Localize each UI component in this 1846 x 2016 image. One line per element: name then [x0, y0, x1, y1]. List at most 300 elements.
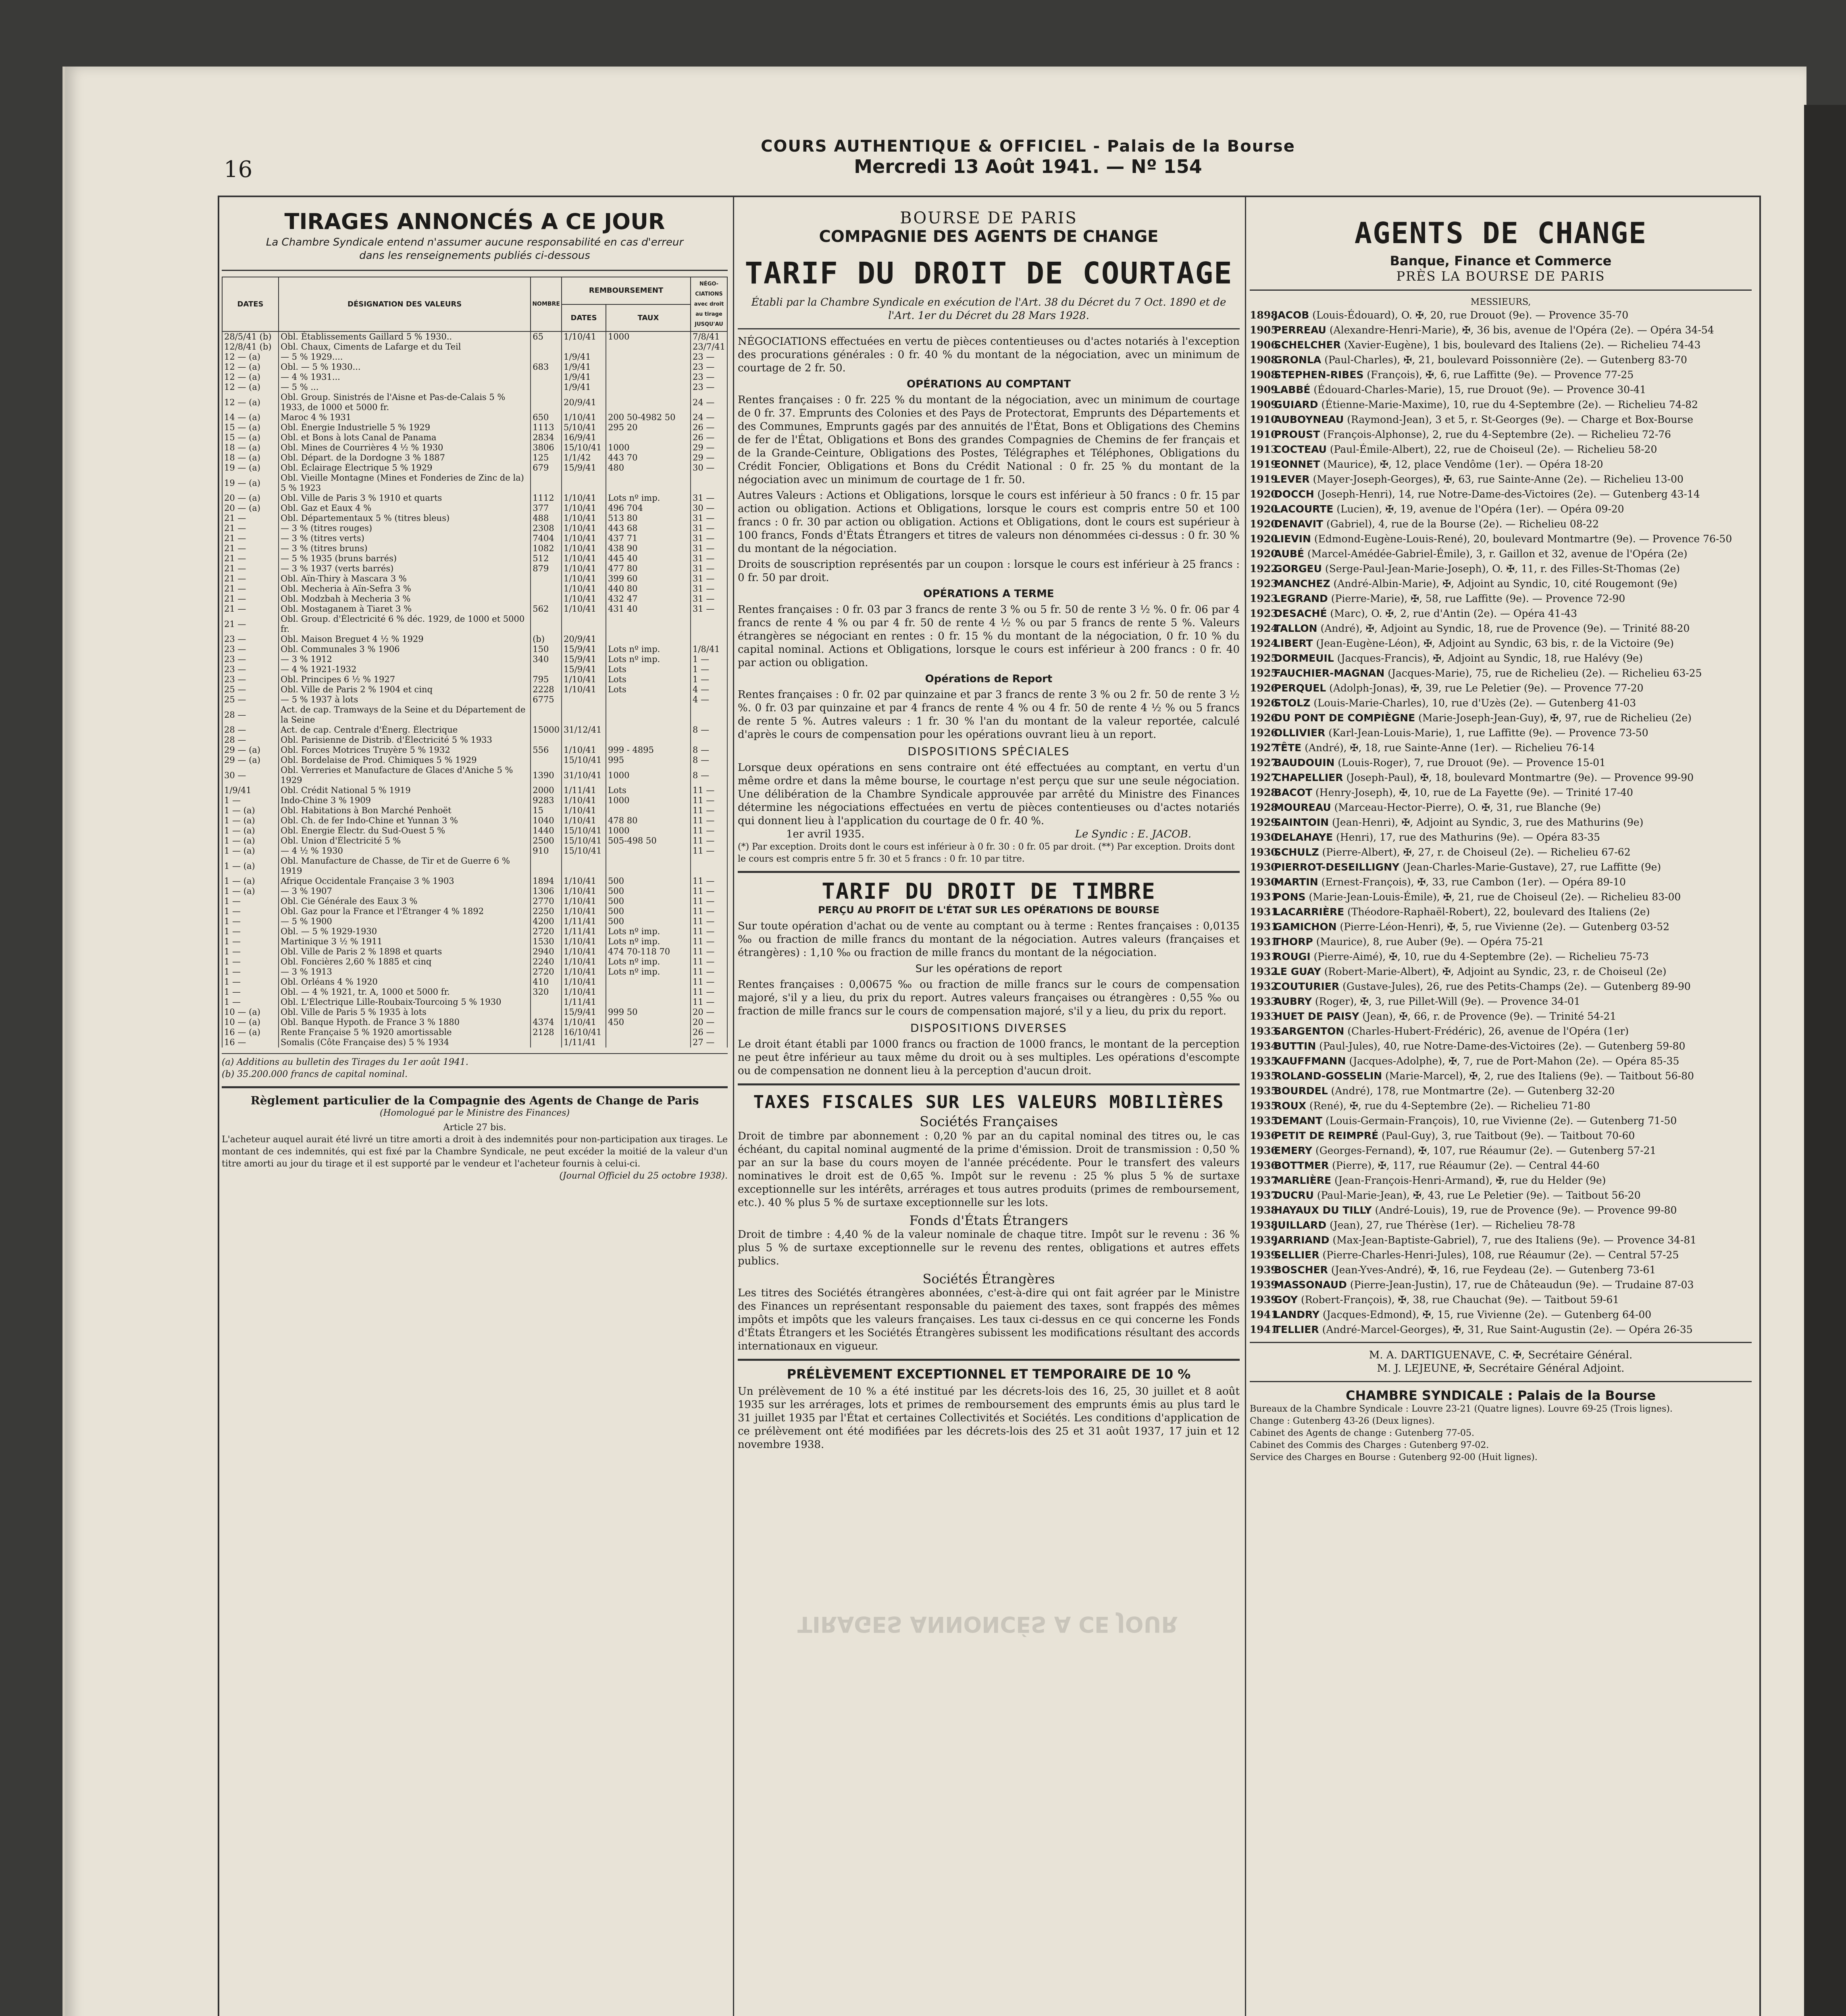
- table-row: [222, 392, 727, 412]
- agent-name: LACOURTE: [1274, 503, 1334, 515]
- row-date: 1 —: [222, 997, 279, 1007]
- row-date: 29 — (a): [222, 745, 279, 755]
- row-negociation: 31 —: [691, 513, 727, 523]
- agent-entry: [1250, 353, 1752, 367]
- row-negociation: 11 —: [691, 826, 727, 836]
- agent-entry: [1250, 681, 1752, 695]
- row-taux: 450: [606, 1017, 691, 1027]
- row-designation: Obl. Banque Hypoth. de France 3 % 1880: [279, 1017, 531, 1027]
- row-nombre: [531, 342, 562, 352]
- agent-details: (Paul-Marie-Jean), ✠, 43, rue Le Peletier (9e). — Taitbout 56-20: [1317, 1189, 1641, 1201]
- row-date: 10 — (a): [222, 1007, 279, 1017]
- agent-details: (Maurice), 8, rue Auber (9e). — Opéra 75-21: [1316, 936, 1544, 948]
- row-taux: Lots: [606, 664, 691, 675]
- row-date: 1 — (a): [222, 886, 279, 896]
- row-negociation: 4 —: [691, 685, 727, 695]
- row-designation: Martinique 3 ½ % 1911: [279, 937, 531, 947]
- row-date: 20 — (a): [222, 493, 279, 503]
- reglement-source: (Journal Officiel du 25 octobre 1938).: [559, 1171, 728, 1181]
- agent-name: LE GUAY: [1274, 966, 1321, 977]
- row-remb-date: 31/12/41: [562, 725, 606, 735]
- courtage-exceptions: (*) Par exception. Droits dont le cours est inférieur à 0 fr. 30 : 0 fr. 05 par droit. (**) Par exception. Droits dont le cours est compris entre 5 fr. 30 et 5 francs : 0 fr. 10 par titre.: [738, 842, 1235, 864]
- row-nombre: [531, 614, 562, 634]
- row-date: 1 —: [222, 937, 279, 947]
- agent-year: 1923: [1250, 608, 1278, 619]
- agent-entry: [1250, 562, 1752, 575]
- row-taux: Lots nº imp.: [606, 493, 691, 503]
- table-row: [222, 1037, 727, 1048]
- row-negociation: 7/8/41: [691, 331, 727, 342]
- agent-year: 1926: [1250, 727, 1278, 739]
- row-nombre: 1894: [531, 876, 562, 886]
- row-negociation: 11 —: [691, 967, 727, 977]
- chambre-lines: [1250, 1403, 1752, 1464]
- row-remb-date: 1/10/41: [562, 584, 606, 594]
- row-nombre: [531, 755, 562, 765]
- agent-name: EONNET: [1274, 458, 1320, 470]
- table-row: [222, 644, 727, 654]
- row-nombre: (b): [531, 634, 562, 644]
- row-remb-date: 1/10/41: [562, 977, 606, 987]
- row-taux: Lots: [606, 685, 691, 695]
- row-negociation: 31 —: [691, 493, 727, 503]
- row-nombre: 6775: [531, 695, 562, 705]
- col-header-designation: DÉSIGNATION DES VALEURS: [279, 277, 531, 331]
- row-remb-date: 1/10/41: [562, 675, 606, 685]
- agent-year: 1905: [1250, 324, 1278, 336]
- row-negociation: 11 —: [691, 846, 727, 856]
- agent-name: LEVER: [1274, 473, 1310, 485]
- row-designation: Obl. Aïn-Thiry à Mascara 3 %: [279, 574, 531, 584]
- row-date: 21 —: [222, 574, 279, 584]
- agent-details: (Pierre-Jean-Justin), 17, rue de Châteaudun (9e). — Trudaine 87-03: [1350, 1279, 1694, 1291]
- agent-year: 1913: [1250, 444, 1278, 455]
- agent-name: PROUST: [1274, 429, 1320, 440]
- row-negociation: 11 —: [691, 886, 727, 896]
- table-row: [222, 423, 727, 433]
- agent-name: LEGRAND: [1274, 593, 1328, 604]
- agent-year: 1922: [1250, 563, 1278, 575]
- agent-year: 1920: [1250, 518, 1278, 530]
- row-taux: 480: [606, 463, 691, 473]
- row-date: 15 — (a): [222, 433, 279, 443]
- agent-year: 1909: [1250, 399, 1278, 410]
- row-taux: 399 60: [606, 574, 691, 584]
- row-taux: 445 40: [606, 554, 691, 564]
- row-designation: Obl. L'Électrique Lille-Roubaix-Tourcoing 5 % 1930: [279, 997, 531, 1007]
- row-date: 28/5/41 (b): [222, 331, 279, 342]
- agent-name: TELLIER: [1274, 1324, 1319, 1335]
- row-remb-date: 1/1/42: [562, 453, 606, 463]
- table-row: [222, 836, 727, 846]
- row-nombre: 340: [531, 654, 562, 664]
- agent-details: (Adolph-Jonas), ✠, 39, rue Le Peletier (9e). — Provence 77-20: [1329, 682, 1644, 694]
- agent-details: (Jean), 27, rue Thérèse (1er). — Richelieu 78-78: [1330, 1219, 1575, 1231]
- row-designation: Obl. Mostaganem à Tiaret 3 %: [279, 604, 531, 614]
- row-negociation: 1 —: [691, 654, 727, 664]
- row-remb-date: 1/9/41: [562, 362, 606, 372]
- agent-details: (Louis-Édouard), O. ✠, 20, rue Drouot (9e). — Provence 35-70: [1312, 309, 1629, 321]
- row-designation: — 3 % 1907: [279, 886, 531, 896]
- syndic-signature: Le Syndic : E. JACOB.: [1075, 828, 1191, 840]
- agent-details: (Édouard-Charles-Marie), 15, rue Drouot (9e). — Provence 30-41: [1313, 384, 1646, 396]
- agent-entry: [1250, 1084, 1752, 1098]
- agent-entry: [1250, 1159, 1752, 1172]
- agent-details: (Xavier-Eugène), 1 bis, boulevard des Italiens (2e). — Richelieu 74-43: [1344, 339, 1701, 351]
- row-designation: Obl. Mines de Courrières 4 ½ % 1930: [279, 443, 531, 453]
- row-date: 19 — (a): [222, 463, 279, 473]
- row-negociation: 31 —: [691, 584, 727, 594]
- row-negociation: [691, 735, 727, 745]
- row-designation: Obl. Orléans 4 % 1920: [279, 977, 531, 987]
- table-row: [222, 695, 727, 705]
- table-row: [222, 997, 727, 1007]
- courtage-intro: Établi par la Chambre Syndicale en exécution de l'Art. 38 du Décret du 7 Oct. 1890 et de l'Art. 1er du Décret du 28 Mars 1928.: [751, 296, 1226, 322]
- row-negociation: 11 —: [691, 957, 727, 967]
- ops-comptant-head: OPÉRATIONS AU COMPTANT: [906, 378, 1071, 390]
- table-row: [222, 473, 727, 493]
- row-negociation: 26 —: [691, 423, 727, 433]
- agent-entry: [1250, 323, 1752, 337]
- row-nombre: 377: [531, 503, 562, 513]
- table-row: [222, 564, 727, 574]
- row-nombre: 512: [531, 554, 562, 564]
- row-taux: [606, 614, 691, 634]
- row-designation: Obl. Forces Motrices Truyère 5 % 1932: [279, 745, 531, 755]
- agents-sub1: Banque, Finance et Commerce: [1390, 253, 1612, 269]
- agents-list: [1250, 308, 1752, 1336]
- masthead-line2: Mercredi 13 Août 1941. — Nº 154: [854, 156, 1202, 177]
- row-nombre: [531, 664, 562, 675]
- col-header-remboursement: REMBOURSEMENT: [562, 277, 691, 304]
- agent-year: 1920: [1250, 533, 1278, 545]
- row-nombre: 410: [531, 977, 562, 987]
- divider: [738, 871, 1240, 873]
- row-negociation: [691, 614, 727, 634]
- agent-details: (Gustave-Jules), 26, rue des Petits-Champs (2e). — Gutenberg 89-90: [1342, 981, 1691, 992]
- agent-year: 1925: [1250, 652, 1278, 664]
- agent-name: GRONLA: [1274, 354, 1322, 366]
- row-nombre: 1040: [531, 816, 562, 826]
- row-date: 21 —: [222, 533, 279, 544]
- row-designation: Obl. Group. Sinistrés de l'Aisne et Pas-de-Calais 5 % 1933, de 1000 et 5000 fr.: [279, 392, 531, 412]
- row-negociation: 31 —: [691, 604, 727, 614]
- row-nombre: 15: [531, 806, 562, 816]
- row-negociation: 23 —: [691, 382, 727, 392]
- row-date: 21 —: [222, 564, 279, 574]
- row-nombre: 1440: [531, 826, 562, 836]
- agent-details: (Raymond-Jean), 3 et 5, r. St-Georges (9e). — Charge et Box-Bourse: [1347, 414, 1693, 425]
- agent-year: 1935: [1250, 1070, 1278, 1082]
- agent-entry: [1250, 383, 1752, 396]
- agent-entry: [1250, 860, 1752, 874]
- agent-name: PETIT DE REIMPRÉ: [1274, 1130, 1379, 1141]
- agent-details: (Jacques-Marie), 75, rue de Richelieu (2e). — Richelieu 63-25: [1388, 667, 1702, 679]
- societes-etrangeres-text: Les titres des Sociétés étrangères abonnées, c'est-à-dire qui ont fait agréer par le Ministre des Finances un représentant responsable du paiement des taxes, sont frappés des mêmes impôts et impôts que les valeurs françaises. Les taux ci-dessus en ce qui concerne les Fonds d'États Étrangers et les Sociétés Étrangères subissent les modifications résultant des accords internationaux en vigueur.: [738, 1287, 1240, 1352]
- row-remb-date: 1/11/41: [562, 785, 606, 796]
- table-row: [222, 1007, 727, 1017]
- row-designation: Obl. Ville de Paris 2 % 1898 et quarts: [279, 947, 531, 957]
- row-designation: Obl. Ville de Paris 3 % 1910 et quarts: [279, 493, 531, 503]
- divider: [738, 1083, 1240, 1085]
- row-date: 12 — (a): [222, 392, 279, 412]
- agent-details: (Serge-Paul-Jean-Marie-Joseph), O. ✠, 11, r. des Filles-St-Thomas (2e): [1325, 563, 1680, 575]
- agent-entry: [1250, 1129, 1752, 1142]
- row-negociation: 26 —: [691, 433, 727, 443]
- row-taux: [606, 856, 691, 876]
- agent-entry: [1250, 308, 1752, 322]
- agent-entry: [1250, 965, 1752, 978]
- row-nombre: 879: [531, 564, 562, 574]
- row-taux: [606, 997, 691, 1007]
- agent-year: 1930: [1250, 876, 1278, 888]
- row-remb-date: 1/10/41: [562, 574, 606, 584]
- table-row: [222, 503, 727, 513]
- row-nombre: 2720: [531, 967, 562, 977]
- row-taux: [606, 433, 691, 443]
- table-row: [222, 675, 727, 685]
- row-remb-date: 1/10/41: [562, 886, 606, 896]
- agent-details: (Edmond-Eugène-Louis-René), 20, boulevard Montmartre (9e). — Provence 76-50: [1314, 533, 1732, 545]
- row-negociation: 4 —: [691, 695, 727, 705]
- row-designation: — 5 % 1937 à lots: [279, 695, 531, 705]
- agent-entry: [1250, 1069, 1752, 1083]
- row-taux: [606, 352, 691, 362]
- row-remb-date: 1/10/41: [562, 594, 606, 604]
- row-taux: 438 90: [606, 544, 691, 554]
- row-remb-date: 1/10/41: [562, 412, 606, 423]
- agent-entry: [1250, 831, 1752, 844]
- row-nombre: 1306: [531, 886, 562, 896]
- fonds-etats-head: Fonds d'États Étrangers: [909, 1213, 1068, 1228]
- agent-entry: [1250, 1174, 1752, 1187]
- courtage-title: TARIF DU DROIT DE COURTAGE: [745, 256, 1233, 291]
- chambre-line: Change : Gutenberg 43-26 (Deux lignes).: [1250, 1416, 1435, 1426]
- row-negociation: 11 —: [691, 977, 727, 987]
- row-remb-date: [562, 705, 606, 725]
- row-remb-date: 15/9/41: [562, 463, 606, 473]
- row-designation: Obl. — 5 % 1929-1930: [279, 927, 531, 937]
- comptant-text: Rentes françaises : 0 fr. 225 % du montant de la négociation, avec un minimum de courtage de 0 fr. 37. Emprunts des Colonies et des Pays de Protectorat, Emprunts des Départements et des Communes, Emprunts gagés par des annuités de l'État, Bons et Obligations des Chemins de fer de l'État, Obligations et Bons des grandes Compagnies de Chemins de fer français et de la Grande-Ceinture, Obligations des Postes, Télégraphes et Téléphones, Obligations du Crédit Foncier, Obligations et Bons du Crédit National : 0 fr. 25 % du montant de la négociation avec un minimum de courtage de 1 fr. 50.: [738, 394, 1240, 486]
- row-nombre: 2128: [531, 1027, 562, 1037]
- row-date: 12 — (a): [222, 352, 279, 362]
- agent-name: BAUDOUIN: [1274, 757, 1335, 768]
- agent-name: STEPHEN-RIBES: [1274, 369, 1364, 381]
- agent-details: (Marie-Marcel), ✠, 2, rue des Italiens (9e). — Taitbout 56-80: [1385, 1070, 1694, 1082]
- table-row: [222, 705, 727, 725]
- agent-year: 1934: [1250, 1040, 1278, 1052]
- agent-year: 1920: [1250, 488, 1278, 500]
- agent-entry: [1250, 1308, 1752, 1321]
- agent-details: (Karl-Jean-Louis-Marie), 1, rue Laffitte (9e). — Provence 73-50: [1328, 727, 1648, 739]
- divider: [738, 1359, 1240, 1361]
- row-nombre: [531, 1037, 562, 1048]
- agent-entry: [1250, 443, 1752, 456]
- bleed-through-text: TIRAGES ANNONCÉS A CE JOUR: [797, 1612, 1178, 1637]
- row-date: 12 — (a): [222, 372, 279, 382]
- agent-entry: [1250, 473, 1752, 486]
- row-nombre: 7404: [531, 533, 562, 544]
- row-date: 1 —: [222, 947, 279, 957]
- row-remb-date: 15/9/41: [562, 644, 606, 654]
- tirages-table: [222, 277, 728, 1048]
- societes-francaises-head: Sociétés Françaises: [919, 1114, 1058, 1130]
- row-designation: — 3 % (titres bruns): [279, 544, 531, 554]
- row-negociation: 11 —: [691, 947, 727, 957]
- row-nombre: 2500: [531, 836, 562, 846]
- row-remb-date: 1/10/41: [562, 957, 606, 967]
- row-date: 16 — (a): [222, 1027, 279, 1037]
- agent-details: (Max-Jean-Baptiste-Gabriel), 7, rue des Italiens (9e). — Provence 34-81: [1332, 1234, 1697, 1246]
- row-designation: Obl. Communales 3 % 1906: [279, 644, 531, 654]
- agent-year: 1930: [1250, 846, 1278, 858]
- row-negociation: [691, 856, 727, 876]
- agent-year: 1927: [1250, 742, 1278, 754]
- table-row: [222, 927, 727, 937]
- table-row: [222, 685, 727, 695]
- agent-name: GOY: [1274, 1294, 1298, 1306]
- row-remb-date: 15/10/41: [562, 826, 606, 836]
- row-designation: Somalis (Côte Française des) 5 % 1934: [279, 1037, 531, 1048]
- chambre-line: Bureaux de la Chambre Syndicale : Louvre 23-21 (Quatre lignes). Louvre 69-25 (Trois lignes).: [1250, 1404, 1673, 1414]
- row-negociation: 8 —: [691, 725, 727, 735]
- agent-entry: [1250, 1144, 1752, 1157]
- agent-name: DU PONT DE COMPIÈGNE: [1274, 712, 1415, 724]
- row-designation: Obl. Mecheria à Aïn-Sefra 3 %: [279, 584, 531, 594]
- courtage-column: [738, 197, 1240, 2016]
- table-row: [222, 765, 727, 785]
- note-b: (b) 35.200.000 francs de capital nominal.: [222, 1069, 408, 1079]
- agent-name: AUBRY: [1274, 996, 1312, 1007]
- row-negociation: 31 —: [691, 594, 727, 604]
- table-row: [222, 331, 727, 342]
- agent-entry: [1250, 1054, 1752, 1068]
- row-designation: Act. de cap. Tramways de la Seine et du Département de la Seine: [279, 705, 531, 725]
- row-designation: Obl. Verreries et Manufacture de Glaces d'Aniche 5 % 1929: [279, 765, 531, 785]
- prelevement-text: Un prélèvement de 10 % a été institué par les décrets-lois des 16, 25, 30 juillet et 8 août 1935 sur les arrérages, lots et primes de remboursement des emprunts émis au plus tard le 31 juillet 1935 par l'État et certaines Collectivités et Sociétés. Les conditions d'application de ce prélèvement ont été modifiées par les décrets-lois des 25 et 31 août 1937, 17 juin et 12 novembre 1938.: [738, 1385, 1240, 1451]
- agent-year: 1910: [1250, 429, 1278, 440]
- row-negociation: 29 —: [691, 443, 727, 453]
- secretaire-general: M. A. DARTIGUENAVE, C. ✠, Secrétaire Général.: [1369, 1349, 1633, 1361]
- row-negociation: 11 —: [691, 816, 727, 826]
- row-remb-date: 1/10/41: [562, 896, 606, 906]
- row-remb-date: 15/10/41: [562, 846, 606, 856]
- col-header-dates: DATES: [222, 277, 279, 331]
- row-taux: 443 68: [606, 523, 691, 533]
- col-header-negociations: NÉGO-CIATIONS avec droit au tirage JUSQU'AU: [691, 277, 727, 331]
- row-taux: Lots nº imp.: [606, 927, 691, 937]
- agent-year: 1937: [1250, 1175, 1278, 1186]
- divider: [222, 270, 728, 271]
- agent-year: 1936: [1250, 1145, 1278, 1156]
- agent-name: JACOB: [1274, 309, 1309, 321]
- agent-details: (Gabriel), 4, rue de la Bourse (2e). — Richelieu 08-22: [1326, 518, 1599, 530]
- dispositions-text: Lorsque deux opérations en sens contraire ont été effectuées au comptant, en vertu d'un même ordre et dans la même bourse, le courtage n'est perçu que sur une seule négociation. Une délibération de la Chambre Syndicale approuvée par arrêté du Ministre des Finances détermine les négociations effectuées en vertu de pièces contentieuses ou d'actes notariés qui donnent lieu à l'application du courtage de 0 fr. 40 %.: [738, 762, 1240, 827]
- row-remb-date: 1/10/41: [562, 685, 606, 695]
- row-designation: Obl. Union d'Électricité 5 %: [279, 836, 531, 846]
- table-row: [222, 796, 727, 806]
- agent-details: (Paul-Jules), 40, rue Notre-Dame-des-Victoires (2e). — Gutenberg 59-80: [1319, 1040, 1686, 1052]
- row-nombre: 9283: [531, 796, 562, 806]
- row-designation: — 5 % 1935 (bruns barrés): [279, 554, 531, 564]
- agent-name: AUBOYNEAU: [1274, 414, 1344, 425]
- tirages-title: TIRAGES ANNONCÉS A CE JOUR: [284, 209, 665, 234]
- col-header-remb-dates: DATES: [562, 304, 606, 332]
- row-negociation: 20 —: [691, 1007, 727, 1017]
- report-text: Rentes françaises : 0 fr. 02 par quinzaine et par 3 francs de rente 3 % ou 2 fr. 50 de rente 3 ½ %. 0 fr. 03 par quinzaine et par 4 francs de rente 4 % ou 4 fr. 50 de rente 4 ½ % ou 5 francs de rente 5 %. Autres valeurs : 1 fr. 30 % l'an du montant de la valeur reportée, calculé d'après le cours de compensation pour les opérations ouvrant lieu à un report.: [738, 689, 1240, 741]
- row-designation: Obl. Ville de Paris 5 % 1935 à lots: [279, 1007, 531, 1017]
- row-remb-date: 1/10/41: [562, 503, 606, 513]
- row-date: 1 — (a): [222, 856, 279, 876]
- row-taux: 500: [606, 916, 691, 927]
- table-row: [222, 664, 727, 675]
- row-date: 1 —: [222, 906, 279, 916]
- row-nombre: [531, 352, 562, 362]
- row-nombre: 320: [531, 987, 562, 997]
- agent-year: 1908: [1250, 354, 1278, 366]
- table-row: [222, 826, 727, 836]
- row-remb-date: [562, 614, 606, 634]
- table-row: [222, 785, 727, 796]
- agent-name: ROUX: [1274, 1100, 1307, 1112]
- row-date: 20 — (a): [222, 503, 279, 513]
- row-date: 1 — (a): [222, 836, 279, 846]
- divider: [738, 328, 1240, 329]
- row-date: 23 —: [222, 654, 279, 664]
- agent-entry: [1250, 1114, 1752, 1127]
- row-negociation: 8 —: [691, 765, 727, 785]
- row-remb-date: 1/11/41: [562, 1037, 606, 1048]
- agent-name: DELAHAYE: [1274, 831, 1333, 843]
- agent-details: (Théodore-Raphaël-Robert), 22, boulevard des Italiens (2e): [1347, 906, 1650, 918]
- row-nombre: 650: [531, 412, 562, 423]
- table-row: [222, 896, 727, 906]
- row-taux: 474 70-118 70: [606, 947, 691, 957]
- row-date: 1 — (a): [222, 876, 279, 886]
- row-date: 30 —: [222, 765, 279, 785]
- row-taux: 443 70: [606, 453, 691, 463]
- agent-details: (Louis-Roger), 7, rue Drouot (9e). — Provence 15-01: [1338, 757, 1606, 768]
- agent-details: (Jean-Charles-Marie-Gustave), 27, rue Laffitte (9e): [1403, 861, 1661, 873]
- row-designation: Obl. Gaz pour la France et l'Étranger 4 % 1892: [279, 906, 531, 916]
- agent-entry: [1250, 398, 1752, 411]
- table-row: [222, 513, 727, 523]
- row-negociation: 31 —: [691, 574, 727, 584]
- agent-entry: [1250, 726, 1752, 739]
- agent-details: (Robert-François), ✠, 38, rue Chauchat (9e). — Taitbout 59-61: [1301, 1294, 1619, 1306]
- row-date: 21 —: [222, 604, 279, 614]
- row-date: 23 —: [222, 634, 279, 644]
- agent-year: 1930: [1250, 831, 1278, 843]
- agent-entry: [1250, 980, 1752, 993]
- row-taux: Lots nº imp.: [606, 937, 691, 947]
- tirages-notes: [222, 1053, 728, 1081]
- agent-entry: [1250, 577, 1752, 590]
- agent-details: (Lucien), ✠, 19, avenue de l'Opéra (1er). — Opéra 09-20: [1336, 503, 1624, 515]
- row-remb-date: 1/11/41: [562, 927, 606, 937]
- row-negociation: 23 —: [691, 362, 727, 372]
- row-nombre: [531, 574, 562, 584]
- agent-name: THORP: [1274, 936, 1313, 948]
- row-remb-date: 1/10/41: [562, 987, 606, 997]
- agent-entry: [1250, 1025, 1752, 1038]
- row-date: 21 —: [222, 544, 279, 554]
- agent-year: 1936: [1250, 1160, 1278, 1171]
- agent-name: DORMEUIL: [1274, 652, 1334, 664]
- agent-name: CHAPELLIER: [1274, 772, 1343, 783]
- row-taux: 500: [606, 906, 691, 916]
- row-nombre: 562: [531, 604, 562, 614]
